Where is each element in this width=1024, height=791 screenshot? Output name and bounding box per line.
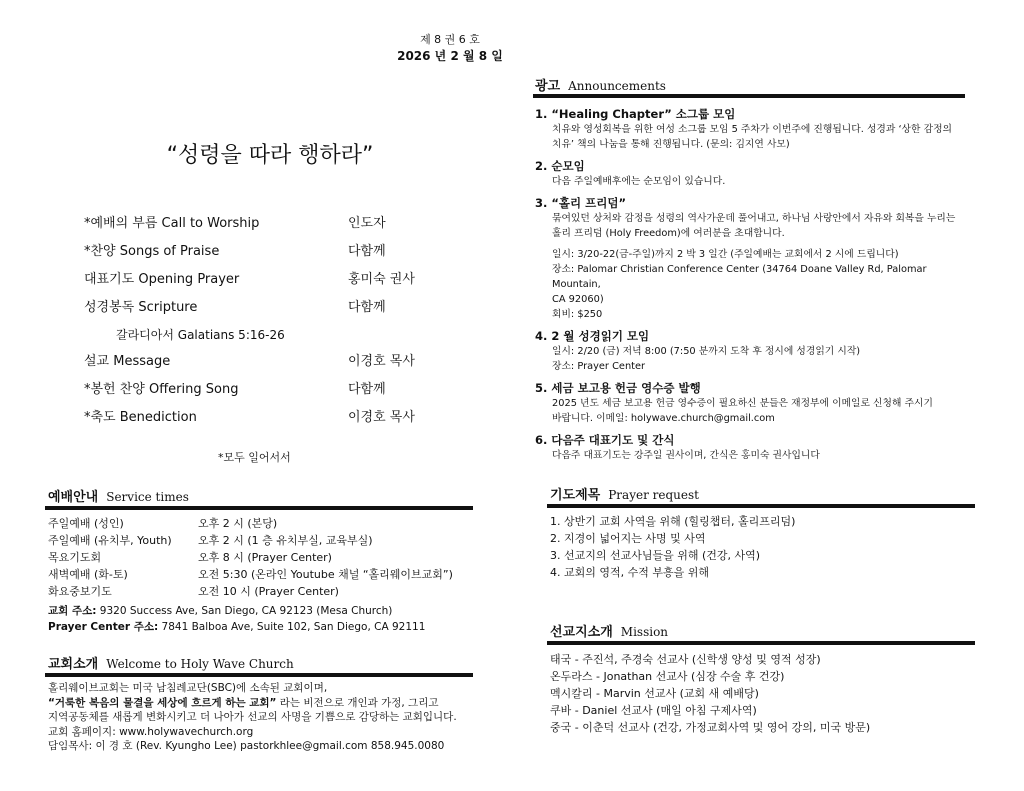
issue-date: 2026 년 2 월 8 일 <box>397 49 503 63</box>
welcome-line-rest: 라는 비전으로 개인과 가정, 그리고 <box>276 696 439 709</box>
mission-item: 멕시칼리 - Marvin 선교사 (교회 새 예배당) <box>550 687 759 700</box>
issue-volume: 제 8 권 6 호 <box>420 33 480 46</box>
announcement-line: CA 92060) <box>552 294 604 305</box>
announcement-line: 홀리 프리덤 (Holy Freedom)에 여러분을 초대합니다. <box>552 228 785 239</box>
service-time: 오후 2 시 (1 층 유치부실, 교육부실) <box>198 534 373 547</box>
order-row <box>84 404 444 432</box>
church-address-value: 9320 Success Ave, San Diego, CA 92123 (Mesa Church) <box>96 605 393 617</box>
service-row <box>48 515 488 532</box>
mission-item: 온두라스 - Jonathan 선교사 (심장 수술 후 건강) <box>550 670 785 683</box>
service-time: 오후 2 시 (본당) <box>198 517 278 530</box>
announcement-item <box>535 158 975 189</box>
order-row <box>84 348 444 376</box>
announcement-title: 5. 세금 보고용 헌금 영수증 발행 <box>535 381 701 395</box>
prayer-title: 기도제목 <box>550 488 601 503</box>
announcement-line: 장소: Palomar Christian Conference Center (34764 Doane Valley Rd, Palomar Mountain, <box>552 264 927 290</box>
divider <box>45 673 473 677</box>
issue-header <box>360 32 540 64</box>
church-address-label: 교회 주소: <box>48 605 97 617</box>
service-time: 오전 5:30 (온라인 Youtube 채널 “홀리웨이브교회”) <box>198 568 453 581</box>
order-leader: 다함께 <box>348 382 386 397</box>
order-name: *예배의 부름 Call to Worship <box>84 216 260 231</box>
order-leader: 이경호 목사 <box>348 410 415 425</box>
prayer-heading <box>550 484 699 503</box>
worship-order <box>84 210 444 432</box>
order-row <box>84 238 444 266</box>
announcement-item <box>535 106 975 152</box>
welcome-title-en: Welcome to Holy Wave Church <box>106 657 294 671</box>
order-leader: 이경호 목사 <box>348 354 415 369</box>
announcement-item <box>535 195 975 322</box>
announcement-title: 6. 다음주 대표기도 및 간식 <box>535 433 675 447</box>
mission-list <box>550 651 980 736</box>
announcement-item <box>535 328 975 374</box>
divider <box>45 506 473 510</box>
order-leader: 인도자 <box>348 216 386 231</box>
prayer-title-en: Prayer request <box>608 488 699 502</box>
order-name: *봉헌 찬양 Offering Song <box>84 382 239 397</box>
vision-statement: “거룩한 복음의 물결을 세상에 흐르게 하는 교회” <box>48 696 277 709</box>
service-name: 주일예배 (성인) <box>48 517 124 530</box>
sermon-theme: “성령을 따라 행하라” <box>166 143 374 168</box>
announcement-line: 다음 주일예배후에는 순모임이 있습니다. <box>552 176 726 187</box>
prayer-center-address-value: 7841 Balboa Ave, Suite 102, San Diego, CA 92111 <box>158 621 426 633</box>
order-name: *축도 Benediction <box>84 410 197 425</box>
prayer-list <box>550 513 980 581</box>
announcement-line: 묶여있던 상처와 감정을 성령의 역사가운데 풀어내고, 하나님 사랑안에서 자유와 회복을 누리는 <box>552 213 956 224</box>
announcement-line: 일시: 3/20-22(금-주일)까지 2 박 3 일간 (주일예배는 교회에서 2 시에 드립니다) <box>552 249 899 260</box>
announcement-line: 장소: Prayer Center <box>552 361 646 372</box>
order-row <box>84 294 444 322</box>
welcome-line: 홀리웨이브교회는 미국 남침례교단(SBC)에 소속된 교회이며, <box>48 682 328 694</box>
order-name: 성경봉독 Scripture <box>84 300 198 315</box>
order-name: 대표기도 Opening Prayer <box>84 272 240 287</box>
order-leader: 홍미숙 권사 <box>348 272 415 287</box>
prayer-item: 1. 상반기 교회 사역을 위해 (힐링챕터, 홀리프리덤) <box>550 515 796 528</box>
announcement-line: 일시: 2/20 (금) 저녁 8:00 (7:50 분까지 도착 후 정시에 성경읽기 시작) <box>552 346 861 357</box>
pastor-contact: 담임목사: 이 경 호 (Rev. Kyungho Lee) pastorkhlee@gmail.com 858.945.0080 <box>48 740 445 752</box>
service-name: 주일예배 (유치부, Youth) <box>48 534 172 547</box>
announcements-title-en: Announcements <box>568 79 666 93</box>
addresses <box>48 603 488 635</box>
service-times-title-en: Service times <box>106 490 189 504</box>
announcement-title: 3. “홀리 프리덤” <box>535 196 627 210</box>
announcement-title: 2. 순모임 <box>535 159 585 173</box>
prayer-item: 3. 선교지의 선교사님들을 위해 (건강, 사역) <box>550 549 761 562</box>
announcement-line: 다음주 대표기도는 강주일 권사이며, 간식은 홍미숙 권사입니다 <box>552 450 820 461</box>
order-leader: 다함께 <box>348 244 386 259</box>
welcome-line <box>48 696 488 711</box>
prayer-center-address-label: Prayer Center 주소: <box>48 621 159 633</box>
mission-heading <box>550 621 668 640</box>
service-time: 오후 8 시 (Prayer Center) <box>198 551 332 564</box>
church-address <box>48 603 488 619</box>
prayer-item: 2. 지경이 넓어지는 사명 및 사역 <box>550 532 706 545</box>
divider <box>547 641 975 645</box>
order-row <box>84 266 444 294</box>
order-row <box>84 210 444 238</box>
service-name: 목요기도회 <box>48 551 102 564</box>
mission-item: 쿠바 - Daniel 선교사 (매일 아침 구제사역) <box>550 704 757 717</box>
announcement-line: 치유와 영성회복을 위한 여성 소그룹 모임 5 주차가 이번주에 진행됩니다. 성경과 ‘상한 감정의 <box>552 124 952 135</box>
welcome-heading <box>48 653 294 672</box>
standing-note: *모두 일어서서 <box>218 451 291 464</box>
announcements-heading <box>535 75 666 94</box>
service-row <box>48 566 488 583</box>
announcement-title: 4. 2 월 성경읽기 모임 <box>535 329 650 343</box>
order-row <box>84 376 444 404</box>
announcements-title: 광고 <box>535 79 561 94</box>
service-name: 새벽예배 (화-토) <box>48 568 128 581</box>
announcements-list <box>535 106 975 469</box>
announcement-item <box>535 432 975 463</box>
service-row <box>48 583 488 600</box>
announcement-item <box>535 380 975 426</box>
divider <box>547 504 975 508</box>
welcome-title: 교회소개 <box>48 657 99 672</box>
service-times-title: 예배안내 <box>48 490 99 505</box>
scripture-reference: 갈라디아서 Galatians 5:16-26 <box>116 328 285 342</box>
announcement-title: 1. “Healing Chapter” 소그룹 모임 <box>535 107 736 121</box>
order-name: *찬양 Songs of Praise <box>84 244 220 259</box>
church-website: 교회 홈페이지: www.holywavechurch.org <box>48 725 254 738</box>
service-name: 화요중보기도 <box>48 585 112 598</box>
service-row <box>48 549 488 566</box>
announcement-line: 치유’ 책의 나눔을 통해 진행됩니다. (문의: 김지연 사모) <box>552 139 790 150</box>
mission-title-en: Mission <box>620 625 669 639</box>
service-times-heading <box>48 486 189 505</box>
service-times-list <box>48 515 488 600</box>
mission-item: 중국 - 이춘덕 선교사 (건강, 가정교회사역 및 영어 강의, 미국 방문) <box>550 721 871 734</box>
divider <box>533 94 965 98</box>
order-leader: 다함께 <box>348 300 386 315</box>
announcement-line: 바랍니다. 이메일: holywave.church@gmail.com <box>552 413 775 424</box>
service-row <box>48 532 488 549</box>
welcome-text <box>48 681 488 754</box>
welcome-line: 지역공동체를 새롭게 변화시키고 더 나아가 선교의 사명을 기쁨으로 감당하는 교회입니다. <box>48 711 457 723</box>
announcement-line: 회비: $250 <box>552 309 603 320</box>
prayer-item: 4. 교회의 영적, 수적 부흥을 위해 <box>550 566 709 579</box>
prayer-center-address <box>48 619 488 635</box>
order-name: 설교 Message <box>84 354 171 369</box>
mission-item: 태국 - 주진석, 주경숙 선교사 (신학생 양성 및 영적 성장) <box>550 653 821 666</box>
announcement-line: 2025 년도 세금 보고용 헌금 영수증이 필요하신 분들은 재정부에 이메일로 신청해 주시기 <box>552 398 933 409</box>
mission-title: 선교지소개 <box>550 625 613 640</box>
service-time: 오전 10 시 (Prayer Center) <box>198 585 339 598</box>
